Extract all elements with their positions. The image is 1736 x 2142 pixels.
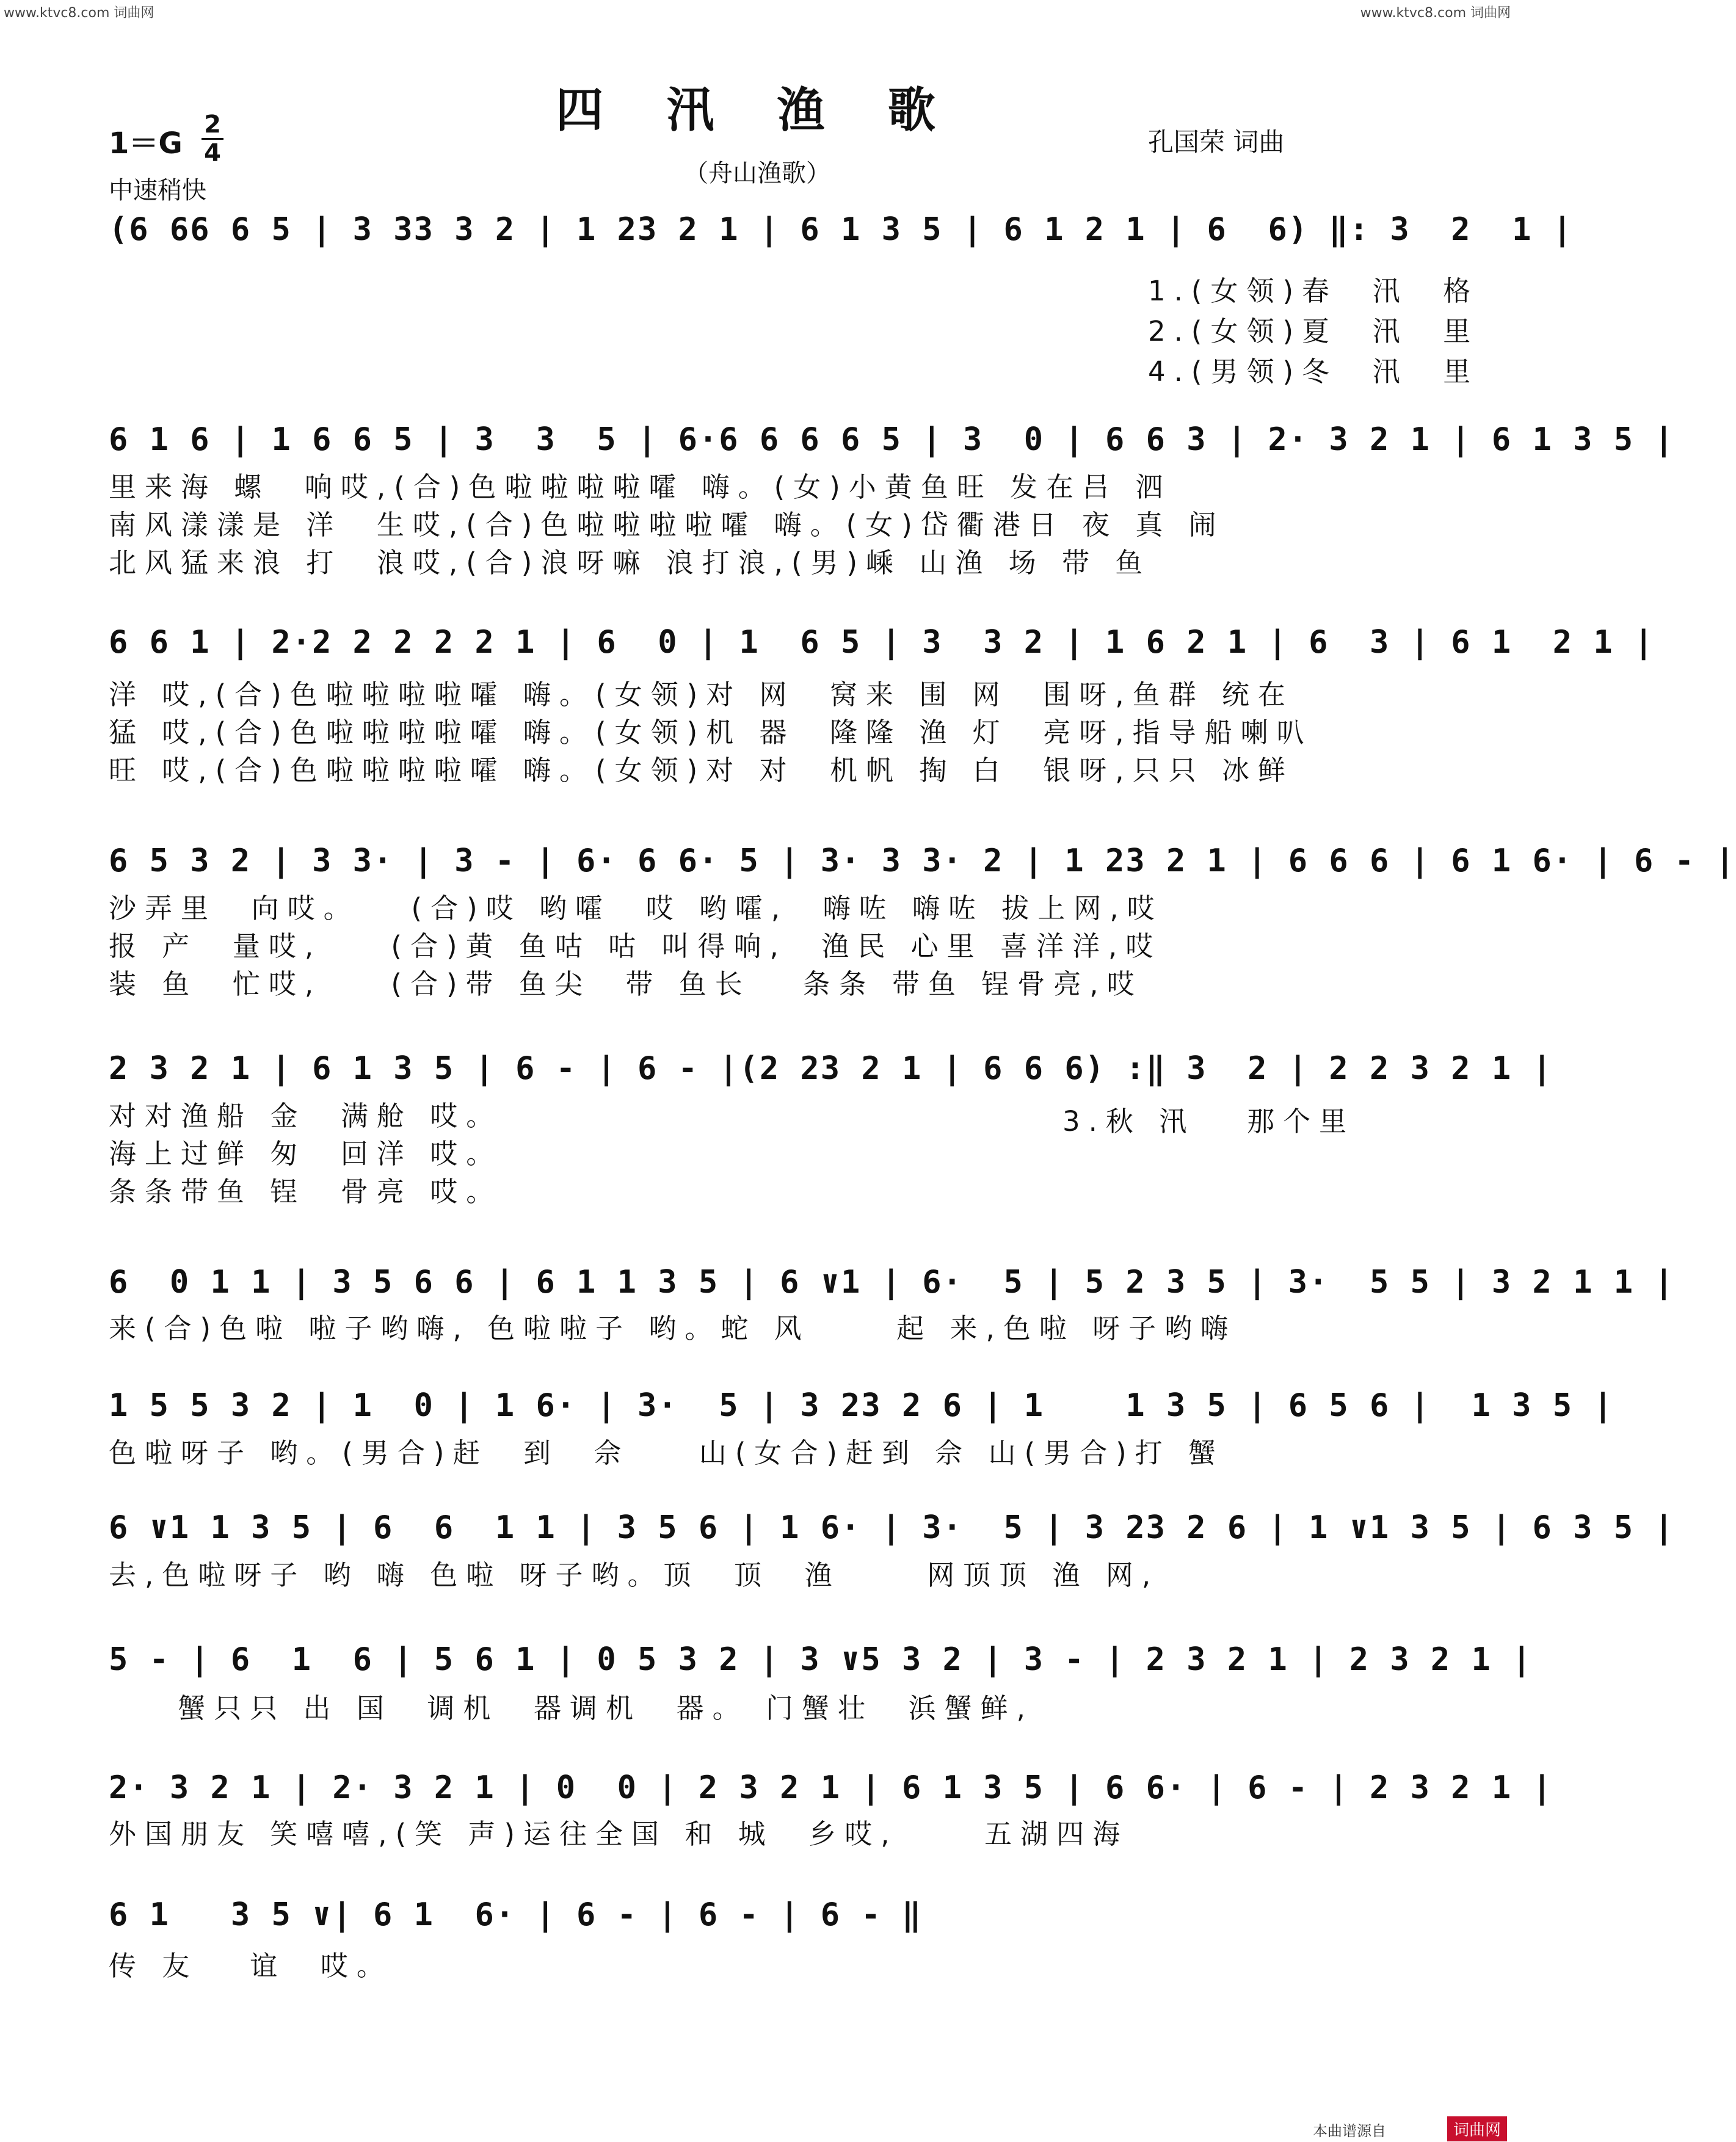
song-title: 四 汛 渔 歌 bbox=[556, 83, 959, 138]
notation-line-3: 6 6 1 | 2·2 2 2 2 2 1 | 6 0 | 1 6 5 | 3 3 2 | 1 6 2 1 | 6 3 | 6 1 2 1 | bbox=[109, 624, 1655, 661]
watermark-right: www.ktvc8.com 词曲网 bbox=[1360, 5, 1511, 21]
verse-label-1: 1.(女领)春 汛 格 bbox=[1148, 275, 1480, 307]
notation-line-7: 1 5 5 3 2 | 1 0 | 1 6· | 3· 5 | 3 23 2 6 | 1 1 3 5 | 6 5 6 | 1 3 5 | bbox=[109, 1387, 1614, 1424]
verse-label-3: 3.秋 汛 那个里 bbox=[1062, 1105, 1356, 1138]
notation-line-10: 2· 3 2 1 | 2· 3 2 1 | 0 0 | 2 3 2 1 | 6 1 3 5 | 6 6· | 6 - | 2 3 2 1 | bbox=[109, 1770, 1553, 1806]
lyric-line-5-3: 条条带鱼 锃 骨亮 哎。 bbox=[109, 1175, 503, 1208]
notation-line-2: 6 1 6 | 1 6 6 5 | 3 3 5 | 6·6 6 6 6 5 | 3 0 | 6 6 3 | 2· 3 2 1 | 6 1 3 5 | bbox=[109, 421, 1675, 458]
notation-line-4: 6 5 3 2 | 3 3· | 3 - | 6· 6 6· 5 | 3· 3 3· 2 | 1 23 2 1 | 6 6 6 | 6 1 6· | 6 - | bbox=[109, 843, 1736, 879]
lyric-line-10: 外国朋友 笑嘻嘻,(笑 声)运往全国 和 城 乡哎, 五湖四海 bbox=[109, 1818, 1129, 1850]
lyric-line-2-2: 南风漾漾是 洋 生哎,(合)色啦啦啦啦嚯 嗨。(女)岱衢港日 夜 真 闹 bbox=[109, 509, 1225, 541]
lyric-line-4-1: 沙弄里 向哎。 (合)哎 哟嚯 哎 哟嚯, 嗨咗 嗨咗 拔上网,哎 bbox=[109, 892, 1163, 924]
lyric-line-5-1: 对对渔船 金 满舱 哎。 bbox=[109, 1100, 503, 1132]
time-signature-top: 2 bbox=[204, 111, 221, 139]
lyric-line-6: 来(合)色啦 啦子哟嗨, 色啦啦子 哟。蛇 风 起 来,色啦 呀子哟嗨 bbox=[109, 1312, 1237, 1345]
notation-line-5: 2 3 2 1 | 6 1 3 5 | 6 - | 6 - |(2 23 2 1 | 6 6 6) :‖ 3 2 | 2 2 3 2 1 | bbox=[109, 1050, 1553, 1087]
notation-line-1: (6 66 6 5 | 3 33 3 2 | 1 23 2 1 | 6 1 3 5 | 6 1 2 1 | 6 6) ‖: 3 2 1 | bbox=[109, 211, 1574, 248]
watermark-left: www.ktvc8.com 词曲网 bbox=[4, 5, 154, 21]
lyric-line-4-2: 报 产 量哎, (合)黄 鱼咕 咕 叫得响, 渔民 心里 喜洋洋,哎 bbox=[109, 930, 1162, 962]
composer-credit: 孔国荣 词曲 bbox=[1148, 127, 1285, 157]
notation-line-8: 6 ∨1 1 3 5 | 6 6 1 1 | 3 5 6 | 1 6· | 3· 5 | 3 23 2 6 | 1 ∨1 3 5 | 6 3 5 | bbox=[109, 1509, 1675, 1546]
lyric-line-4-3: 装 鱼 忙哎, (合)带 鱼尖 带 鱼长 条条 带鱼 锃骨亮,哎 bbox=[109, 968, 1143, 1000]
lyric-line-3-3: 旺 哎,(合)色啦啦啦啦嚯 嗨。(女领)对 对 机帆 掏 白 银呀,只只 冰鲜 bbox=[109, 754, 1294, 786]
time-signature bbox=[202, 112, 223, 165]
verse-label-2: 2.(女领)夏 汛 里 bbox=[1148, 315, 1480, 347]
footer-source: 本曲谱源自 bbox=[1313, 2122, 1386, 2140]
lyric-line-8: 去,色啦呀子 哟 嗨 色啦 呀子哟。顶 顶 渔 网顶顶 渔 网, bbox=[109, 1559, 1160, 1591]
lyric-line-3-2: 猛 哎,(合)色啦啦啦啦嚯 嗨。(女领)机 器 隆隆 渔 灯 亮呀,指导船喇叭 bbox=[109, 716, 1313, 749]
lyric-line-2-1: 里来海 螺 响哎,(合)色啦啦啦啦嚯 嗨。(女)小黄鱼旺 发在吕 泗 bbox=[109, 471, 1172, 503]
lyric-line-7: 色啦呀子 哟。(男合)赶 到 佘 山(女合)赶到 佘 山(男合)打 蟹 bbox=[109, 1437, 1224, 1469]
lyric-line-2-3: 北风猛来浪 打 浪哎,(合)浪呀嘛 浪打浪,(男)嵊 山渔 场 带 鱼 bbox=[109, 546, 1152, 579]
key-signature: 1＝G bbox=[109, 126, 183, 161]
notation-line-11: 6 1 3 5 ∨| 6 1 6· | 6 - | 6 - | 6 - ‖ bbox=[109, 1897, 923, 1933]
lyric-line-5-2: 海上过鲜 匆 回洋 哎。 bbox=[109, 1138, 503, 1170]
notation-line-6: 6 0 1 1 | 3 5 6 6 | 6 1 1 3 5 | 6 ∨1 | 6· 5 | 5 2 3 5 | 3· 5 5 | 3 2 1 1 | bbox=[109, 1264, 1675, 1301]
time-signature-bottom: 4 bbox=[204, 139, 221, 167]
tempo-marking: 中速稍快 bbox=[109, 176, 206, 205]
notation-line-9: 5 - | 6 1 6 | 5 6 1 | 0 5 3 2 | 3 ∨5 3 2 | 3 - | 2 3 2 1 | 2 3 2 1 | bbox=[109, 1641, 1533, 1678]
song-subtitle: （舟山渔歌） bbox=[684, 159, 830, 187]
lyric-line-9: 蟹只只 出 国 调机 器调机 器。 门蟹壮 浜蟹鲜, bbox=[109, 1692, 1034, 1724]
lyric-line-3-1: 洋 哎,(合)色啦啦啦啦嚯 嗨。(女领)对 网 窝来 围 网 围呀,鱼群 统在 bbox=[109, 678, 1294, 711]
verse-label-4: 4.(男领)冬 汛 里 bbox=[1148, 355, 1480, 388]
site-logo: 词曲网 bbox=[1447, 2116, 1507, 2141]
lyric-line-11: 传 友 谊 哎。 bbox=[109, 1950, 393, 1982]
